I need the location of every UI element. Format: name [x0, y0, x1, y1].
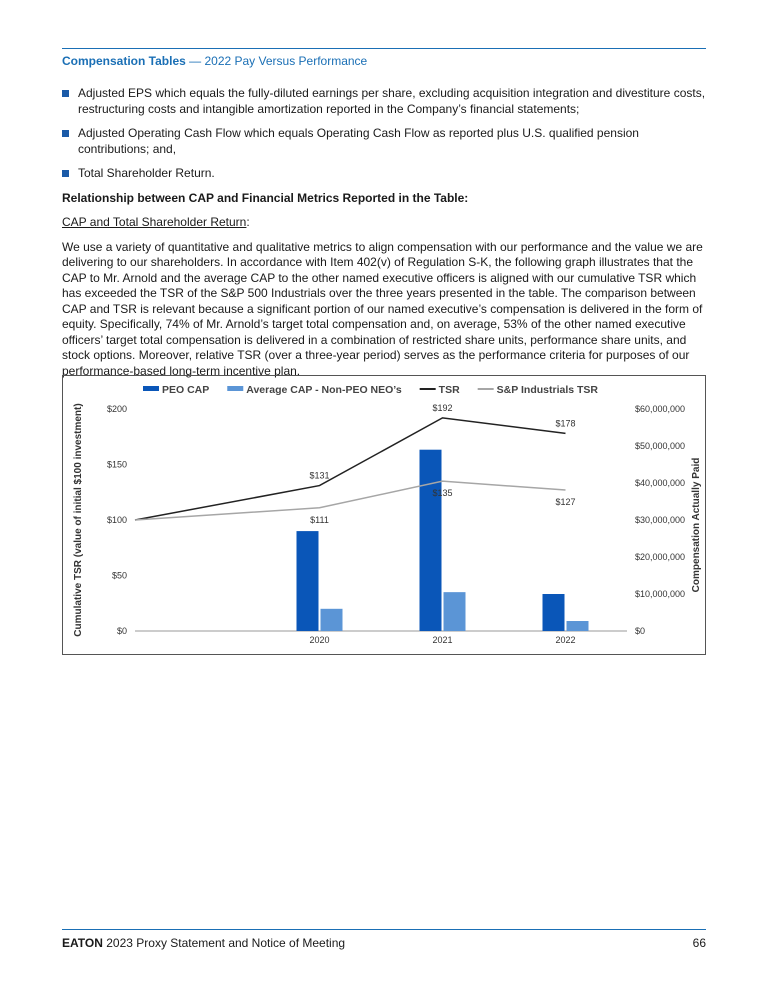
right-tick-label: $20,000,000: [635, 552, 686, 562]
bullet-item: [62, 126, 708, 157]
left-tick-label: $150: [106, 459, 127, 470]
subtopic-title: CAP and Total Shareholder Return: [62, 215, 247, 229]
data-label: $178: [555, 418, 576, 429]
legend-label: PEO CAP: [162, 384, 210, 396]
data-label: $135: [432, 488, 453, 499]
data-label: $111: [310, 514, 329, 525]
right-tick-label: $0: [635, 626, 646, 636]
chart-svg: [63, 376, 707, 656]
x-tick-label: 2020: [309, 635, 330, 645]
left-axis-title: Cumulative TSR (value of initial $100 investment): [73, 403, 84, 637]
left-tick-label: $50: [111, 570, 127, 581]
bar: [567, 621, 589, 631]
main-content: [62, 86, 708, 379]
legend-label: Average CAP - Non-PEO NEO’s: [246, 384, 402, 396]
data-label: $131: [309, 470, 330, 481]
page-header: [62, 54, 706, 68]
bullet-text: Adjusted EPS which equals the fully-diluted earnings per share, excluding acquisition integration and divestiture costs, restructuring costs and intangible amortization reported in the Company’s financial statements;: [78, 86, 706, 116]
series-line: [135, 481, 566, 520]
header-subsection: — 2022 Pay Versus Performance: [189, 54, 368, 68]
right-axis-title: Compensation Actually Paid: [691, 457, 702, 593]
bar: [420, 450, 442, 631]
subtopic-suffix: :: [246, 215, 250, 229]
page-footer: [62, 936, 706, 950]
square-bullet-icon: [62, 170, 69, 177]
footer-text: 2023 Proxy Statement and Notice of Meeting: [106, 936, 346, 950]
subtopic-heading: [62, 215, 708, 231]
x-tick-label: 2021: [432, 635, 453, 645]
section-heading: Relationship between CAP and Financial Metrics Reported in the Table:: [62, 190, 469, 205]
page-number: 66: [692, 936, 706, 950]
data-label: $127: [555, 497, 576, 508]
legend-label: S&P Industrials TSR: [496, 384, 599, 396]
right-tick-label: $10,000,000: [635, 589, 686, 599]
left-tick-label: $100: [106, 515, 127, 525]
footer-rule: [62, 929, 706, 930]
bullet-item: [62, 166, 708, 182]
footer-brand: EATON: [62, 936, 103, 950]
bullet-text: Total Shareholder Return.: [78, 166, 215, 180]
bar: [321, 609, 343, 631]
bullet-text: Adjusted Operating Cash Flow which equals Operating Cash Flow as reported plus U.S. qualified pension contributions; and,: [78, 126, 639, 156]
cap-vs-tsr-chart: [62, 375, 706, 655]
header-section: Compensation Tables: [62, 54, 186, 68]
right-tick-label: $50,000,000: [635, 441, 686, 451]
left-tick-label: $200: [106, 404, 127, 414]
data-label: $192: [432, 402, 453, 413]
legend-swatch: [227, 386, 243, 391]
header-rule: [62, 48, 706, 49]
bullet-item: [62, 86, 708, 117]
x-tick-label: 2022: [555, 635, 576, 645]
right-tick-label: $40,000,000: [635, 478, 686, 488]
body-paragraph: We use a variety of quantitative and qualitative metrics to align compensation with our performance and the value we are delivering to our shareholders. In accordance with Item 402(v) of Regulation S-K, the following graph illustrates that the CAP to Mr. Arnold and the average CAP to the other named executive officers is aligned with our cumulative TSR which has exceeded the TSR of the S&P 500 Industrials over the three years presented in the table. The comparison between CAP and TSR is relevant because a significant portion of our named executive’s compensation is delivered in the form of equity. Specifically, 74% of Mr. Arnold’s target total compensation and, on average, 53% of the other named executive officers’ target total compensation is delivered in a combination of restricted share units, performance share units, and stock options. Moreover, relative TSR (over a three-year period) serves as the performance criteria for purposes of our performance-based long-term incentive plan.: [62, 239, 703, 378]
series-line: [135, 418, 566, 520]
square-bullet-icon: [62, 130, 69, 137]
square-bullet-icon: [62, 90, 69, 97]
bar: [297, 531, 319, 631]
right-tick-label: $30,000,000: [635, 515, 686, 525]
legend-swatch: [143, 386, 159, 391]
legend-label: TSR: [438, 384, 460, 396]
right-tick-label: $60,000,000: [635, 404, 686, 414]
bar: [543, 594, 565, 631]
bar: [444, 592, 466, 631]
left-tick-label: $0: [116, 626, 127, 636]
